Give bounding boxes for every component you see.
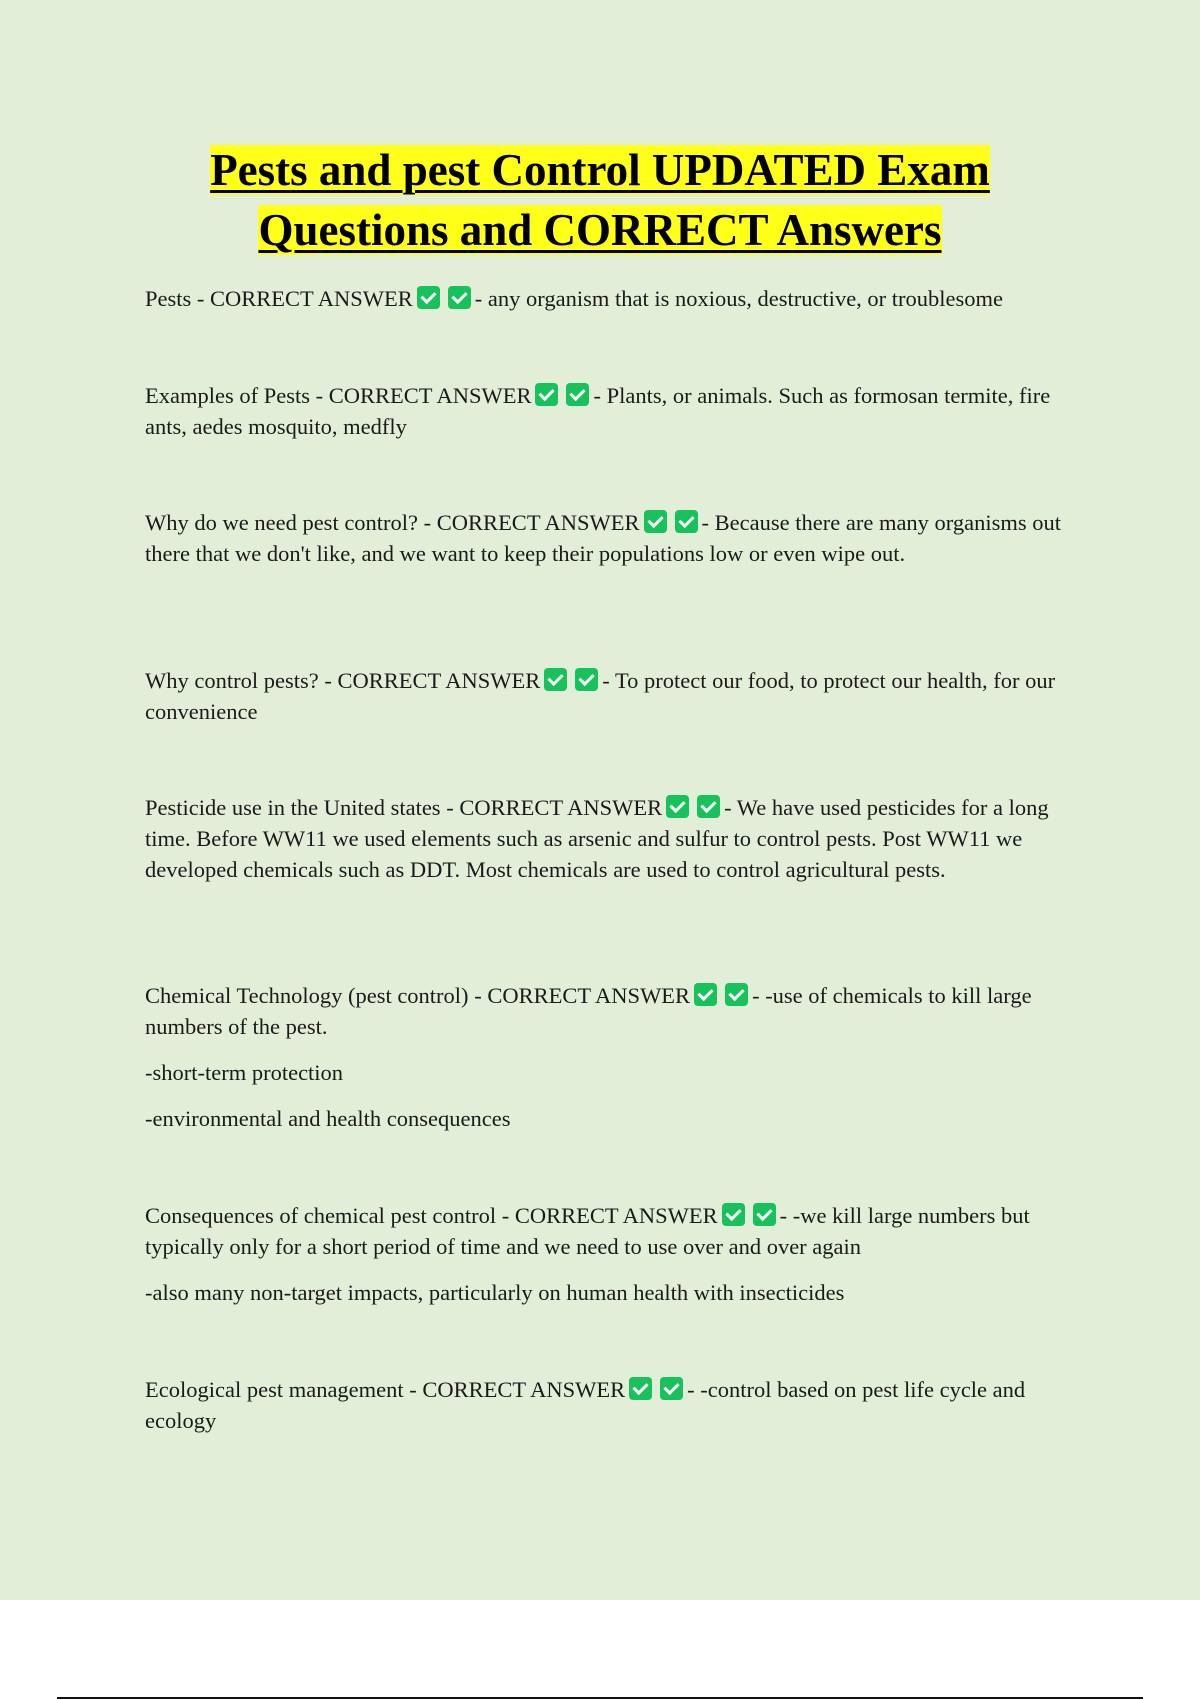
qa-item: [145, 792, 1095, 885]
answer-text: Because there are many organisms out there that we don't like, and we want to keep their populations low or even wipe out.: [145, 510, 1062, 566]
answer-line: -also many non-target impacts, particularly on human health with insecticides: [145, 1280, 845, 1305]
question-text: Chemical Technology (pest control): [145, 983, 469, 1008]
check-mark-icon: [535, 383, 558, 406]
qa-item: [145, 507, 1095, 569]
check-mark-icon: [629, 1377, 652, 1400]
check-mark-icon: [448, 286, 471, 309]
question-text: Pests: [145, 286, 192, 311]
qa-entry: Pests - CORRECT ANSWER - any organism that is noxious, destructive, or troublesome: [145, 286, 1004, 311]
title-line-1: Pests and pest Control UPDATED Exam: [210, 145, 990, 195]
qa-item: [145, 665, 1095, 727]
question-text: Ecological pest management: [145, 1377, 404, 1402]
answer-text: -we kill large numbers but typically only for a short period of time and we need to use over and over again: [145, 1203, 1030, 1259]
answer-label: CORRECT ANSWER: [459, 795, 663, 820]
answer-label: CORRECT ANSWER: [514, 1203, 718, 1228]
check-mark-icon: [694, 983, 717, 1006]
answer-text: -control based on pest life cycle and ecology: [145, 1377, 1026, 1433]
qa-item: [145, 1374, 1095, 1436]
answer-text: -use of chemicals to kill large numbers of the pest.: [145, 983, 1032, 1039]
qa-item: [145, 283, 1095, 314]
question-text: Examples of Pests: [145, 383, 310, 408]
answer-line: -environmental and health consequences: [145, 1106, 511, 1131]
qa-entry: Chemical Technology (pest control) - CORRECT ANSWER - -use of chemicals to kill large numbers of the pest.: [145, 983, 1032, 1039]
qa-entry: Examples of Pests - CORRECT ANSWER - Plants, or animals. Such as formosan termite, fire ants, aedes mosquito, medfly: [145, 383, 1051, 439]
question-text: Pesticide use in the United states: [145, 795, 441, 820]
check-mark-icon: [566, 383, 589, 406]
qa-entry: Ecological pest management - CORRECT ANSWER - -control based on pest life cycle and ecology: [145, 1377, 1026, 1433]
question-text: Why do we need pest control?: [145, 510, 419, 535]
check-mark-icon: [722, 1203, 745, 1226]
qa-item: [145, 980, 1095, 1134]
check-mark-icon: [666, 795, 689, 818]
check-mark-icon: [575, 668, 598, 691]
answer-line: -short-term protection: [145, 1060, 344, 1085]
qa-item: [145, 1200, 1095, 1308]
answer-label: CORRECT ANSWER: [328, 383, 532, 408]
check-mark-icon: [544, 668, 567, 691]
answer-text: Plants, or animals. Such as formosan termite, fire ants, aedes mosquito, medfly: [145, 383, 1051, 439]
answer-text: any organism that is noxious, destructive, or troublesome: [487, 286, 1004, 311]
check-mark-icon: [644, 510, 667, 533]
check-mark-icon: [697, 795, 720, 818]
question-text: Consequences of chemical pest control: [145, 1203, 497, 1228]
question-text: Why control pests?: [145, 668, 319, 693]
qa-entry: Why control pests? - CORRECT ANSWER - To protect our food, to protect our health, for our convenience: [145, 668, 1056, 724]
answer-text: To protect our food, to protect our health, for our convenience: [145, 668, 1056, 724]
answer-label: CORRECT ANSWER: [436, 510, 640, 535]
answer-label: CORRECT ANSWER: [487, 983, 691, 1008]
title-line-2: Questions and CORRECT Answers: [258, 205, 942, 255]
answer-label: CORRECT ANSWER: [422, 1377, 626, 1402]
answer-label: CORRECT ANSWER: [210, 286, 413, 311]
qa-entry: Why do we need pest control? - CORRECT ANSWER - Because there are many organisms out there that we don't like, and we want to keep their populations low or even wipe out.: [145, 510, 1062, 566]
qa-entry: Consequences of chemical pest control - CORRECT ANSWER - -we kill large numbers but typically only for a short period of time and we need to use over and over again: [145, 1203, 1030, 1259]
answer-text: We have used pesticides for a long time. Before WW11 we used elements such as arsenic and sulfur to control pests. Post WW11 we developed chemicals such as DDT. Most chemicals are used to control agricultural pests.: [145, 795, 1049, 882]
document-title: [0, 140, 1200, 260]
qa-entry: Pesticide use in the United states - CORRECT ANSWER - We have used pesticides for a long time. Before WW11 we used elements such as arsenic and sulfur to control pests. Post WW11 we developed chemicals such as DDT. Most chemicals are used to control agricultural pests.: [145, 795, 1049, 882]
qa-item: [145, 380, 1095, 442]
page-divider: [57, 1697, 1143, 1699]
check-mark-icon: [725, 983, 748, 1006]
check-mark-icon: [675, 510, 698, 533]
check-mark-icon: [753, 1203, 776, 1226]
check-mark-icon: [660, 1377, 683, 1400]
check-mark-icon: [417, 286, 440, 309]
answer-label: CORRECT ANSWER: [337, 668, 541, 693]
